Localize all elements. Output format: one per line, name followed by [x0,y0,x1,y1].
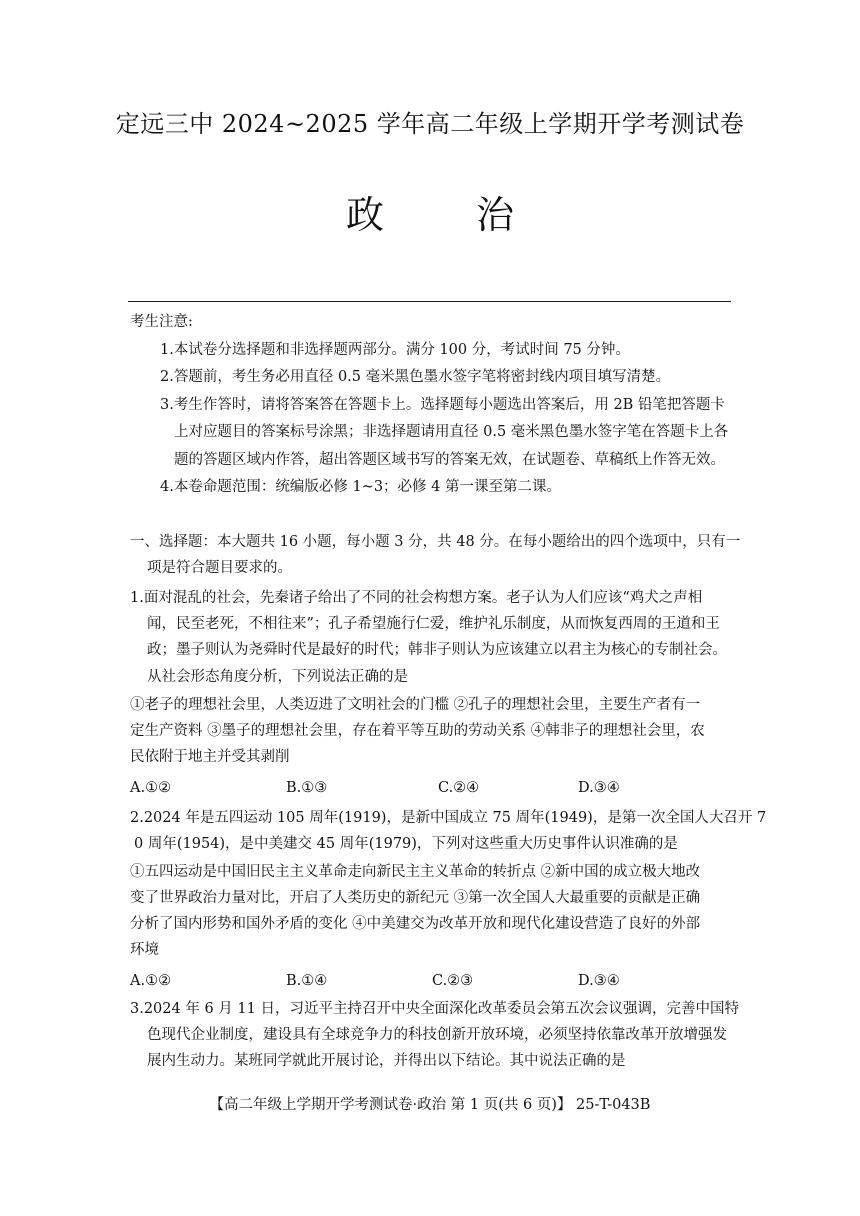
question-2-stem: 2.2024 年是五四运动 105 周年(1919)，是新中国成立 75 周年(1949)，是第一次全国人大召开 7 [130,810,767,826]
question-1-option-a: A.①② [130,780,172,796]
question-1-option-c: C.②④ [438,780,480,796]
question-2-item: 分析了国内形势和国外矛盾的变化 ④中美建交为改革开放和现代化建设营造了良好的外部 [130,916,701,932]
page-footer: 【高二年级上学期开学考测试卷·政治 第 1 页(共 6 页)】 25-T-043B [209,1097,651,1113]
notice-line: 上对应题目的答案标号涂黑；非选择题请用直径 0.5 毫米黑色墨水签字笔在答题卡上各 [174,424,729,440]
section-heading-cont: 项是符合题目要求的。 [147,560,292,576]
question-1-item: 民依附于地主并受其剥削 [130,749,290,765]
question-2-option-d: D.③④ [578,973,620,989]
question-1-item: 定生产资料 ③墨子的理想社会里，存在着平等互助的劳动关系 ④韩非子的理想社会里，农 [130,723,705,739]
notice-heading: 考生注意: [130,314,193,330]
question-2-option-a: A.①② [130,973,172,989]
notice-line: 2.答题前，考生务必用直径 0.5 毫米黑色墨水签字笔将密封线内项目填写清楚。 [160,369,671,385]
notice-line: 4.本卷命题范围：统编版必修 1~3；必修 4 第一课至第二课。 [160,479,561,495]
question-1-stem: 从社会形态角度分析，下列说法正确的是 [147,669,408,685]
question-2-item: 变了世界政治力量对比，开启了人类历史的新纪元 ③第一次全国人大最重要的贡献是正确 [130,890,701,906]
question-1-item: ①老子的理想社会里，人类迈进了文明社会的门槛 ②孔子的理想社会里，主要生产者有一 [130,697,701,713]
question-3-stem: 展内生动力。某班同学就此开展讨论，并得出以下结论。其中说法正确的是 [147,1053,626,1069]
question-1-stem: 闻，民至老死，不相往来”；孔子希望施行仁爱，维护礼乐制度，从而恢复西周的王道和王 [147,616,720,632]
question-1-stem: 政；墨子则认为尧舜时代是最好的时代；韩非子则认为应该建立以君主为核心的专制社会。 [147,642,727,658]
question-1-option-d: D.③④ [578,780,620,796]
question-2-item: ①五四运动是中国旧民主主义革命走向新民主主义革命的转折点 ②新中国的成立极大地改 [130,864,701,880]
question-2-option-c: C.②③ [432,973,474,989]
question-1-option-b: B.①③ [286,780,328,796]
question-2-option-b: B.①④ [286,973,328,989]
notice-line: 题的答题区域内作答，超出答题区域书写的答案无效，在试题卷、草稿纸上作答无效。 [174,452,725,468]
notice-line: 3.考生作答时，请将答案答在答题卡上。选择题每小题选出答案后，用 2B 铅笔把答题卡 [160,397,725,413]
section-heading: 一、选择题：本大题共 16 小题，每小题 3 分，共 48 分。在每小题给出的四个选项中，只有一 [130,534,741,550]
header-divider [128,301,731,302]
question-2-stem: 0 周年(1954)，是中美建交 45 周年(1979)，下列对这些重大历史事件认识准确的是 [134,836,678,852]
question-1-stem: 1.面对混乱的社会，先秦诸子给出了不同的社会构想方案。老子认为人们应该“鸡犬之声相 [130,590,703,606]
notice-line: 1.本试卷分选择题和非选择题两部分。满分 100 分，考试时间 75 分钟。 [160,342,630,358]
question-2-item: 环境 [130,942,159,958]
question-3-stem: 3.2024 年 6 月 11 日，习近平主持召开中央全面深化改革委员会第五次会议强调，完善中国特 [130,1001,739,1017]
question-3-stem: 色现代企业制度，建设具有全球竞争力的科技创新开放环境，必须坚持依靠改革开放增强发 [147,1027,727,1043]
exam-title: 定远三中 2024~2025 学年高二年级上学期开学考测试卷 [115,110,745,138]
subject-title: 政 治 [345,193,555,237]
